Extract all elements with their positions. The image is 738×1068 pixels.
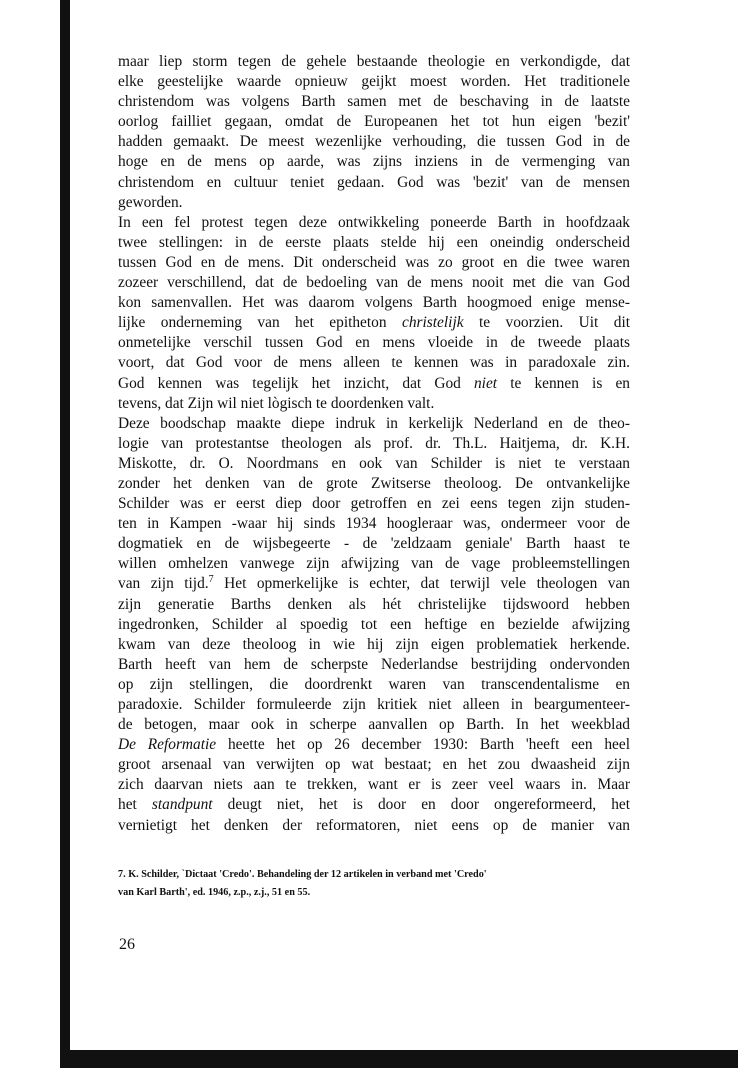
italic-term: standpunt [151,796,213,814]
page-number: 26 [119,936,135,953]
text-line: kon samenvallen. Het was daarom volgens Barth hoogmoed enige mense- [118,294,630,312]
text-line: geworden. [118,193,183,211]
footnote-line: van Karl Barth', ed. 1946, z.p., z.j., 51 en 55. [118,887,311,898]
text-line: God kennen was tegelijk het inzicht, dat God niet te kennen is en [118,374,630,392]
text-line: groot arsenaal van verwijten op wat bestaat; en het zou dwaasheid zijn [118,756,630,774]
text-line: hoge en de mens op aarde, was zijns inziens in de vermenging van [118,153,630,171]
text-line: hadden gemaakt. De meest wezenlijke verhouding, die tussen God in de [118,133,630,151]
italic-term: christelijk [402,314,464,332]
text-line: op zijn stellingen, die doordrenkt waren van transcendentalisme en [118,675,630,693]
text-line: oorlog failliet gegaan, omdat de Europeanen het tot hun eigen 'bezit' [118,113,630,131]
text-line: het standpunt deugt niet, het is door en door ongereformeerd, het [118,796,630,814]
text-line: de betogen, maar ook in scherpe aanvallen op Barth. In het weekblad [118,716,630,734]
text-line: onmetelijke verschil tussen God en mens vloeide in de tweede plaats [118,334,630,352]
text-line: zijn generatie Barths denken als hét christelijke tijdswoord hebben [118,595,630,613]
text-line: ten in Kampen -waar hij sinds 1934 hoogleraar was, ondermeer voor de [118,515,630,533]
text-line: In een fel protest tegen deze ontwikkeling poneerde Barth in hoofdzaak [118,213,630,231]
footnote-line: 7. K. Schilder, `Dictaat 'Credo'. Behandeling der 12 artikelen in verband met 'Credo' [118,869,487,880]
text-line: van zijn tijd.$^7$ Het opmerkelijke is echter, dat terwijl vele theologen van [118,574,630,593]
text-line: paradoxie. Schilder formuleerde zijn kritiek niet alleen in beargumenteer- [118,696,630,713]
text-line: willen omhelzen vanwege zijn afwijzing van de vage probleemstellingen [118,555,630,573]
text-line: De Reformatie heette het op 26 december 1930: Barth 'heeft een heel [118,736,630,754]
text-line: voort, dat God voor de mens alleen te kennen was in paradoxale zin. [118,354,630,372]
text-line: christendom en cultuur teniet gedaan. God was 'bezit' van de mensen [118,173,630,191]
text-line: maar liep storm tegen de gehele bestaande theologie en verkondigde, dat [118,53,630,70]
text-line: dogmatiek en de wijsbegeerte - de 'zeldzaam geniale' Barth haast te [118,535,630,553]
text-line: zonder het denken van de grote Zwitserse theoloog. De ontvankelijke [118,474,630,492]
text-line: Barth heeft van hem de scherpste Nederlandse bestrijding ondervonden [118,655,630,673]
text-line: logie van protestantse theologen als prof. dr. Th.L. Haitjema, dr. K.H. [118,434,630,452]
text-line: zich daarvan niets aan te trekken, want er is zeer veel waars in. Maar [118,776,630,794]
scan-border-left [60,0,70,1052]
text-line: lijke onderneming van het epitheton christelijk te voorzien. Uit dit [118,314,630,332]
text-line: Schilder was er eerst diep door getroffen en zei eens tegen zijn studen- [118,495,630,513]
text-line: tussen God en de mens. Dit onderscheid was zo groot en die twee waren [118,253,630,271]
italic-term: niet [473,374,498,392]
text-line: zozeer verschillend, dat de bedoeling van de mens nooit met die van God [118,274,630,292]
text-line: ingedronken, Schilder al spoedig tot een heftige en bezielde afwijzing [118,615,630,633]
text-line: tevens, dat Zijn wil niet lògisch te doordenken valt. [118,394,435,412]
text-line: christendom was volgens Barth samen met de beschaving in de laatste [118,93,630,111]
footnote-marker: 7 [208,574,214,586]
body-text [118,52,630,836]
text-line: kwam van deze theoloog in wie hij zijn eigen problematiek herkende. [118,635,630,653]
scan-border-bottom [60,1050,738,1068]
footnote [118,866,638,902]
text-line: elke geestelijke waarde opnieuw geijkt moest worden. Het traditionele [118,73,630,91]
italic-title: De Reformatie [118,736,217,754]
text-line: vernietigt het denken der reformatoren, niet eens op de manier van [118,816,630,834]
text-line: twee stellingen: in de eerste plaats stelde hij een oneindig onderscheid [118,233,630,251]
text-line: Miskotte, dr. O. Noordmans en ook van Schilder is niet te verstaan [118,454,630,472]
text-line: Deze boodschap maakte diepe indruk in kerkelijk Nederland en de theo- [118,414,630,432]
